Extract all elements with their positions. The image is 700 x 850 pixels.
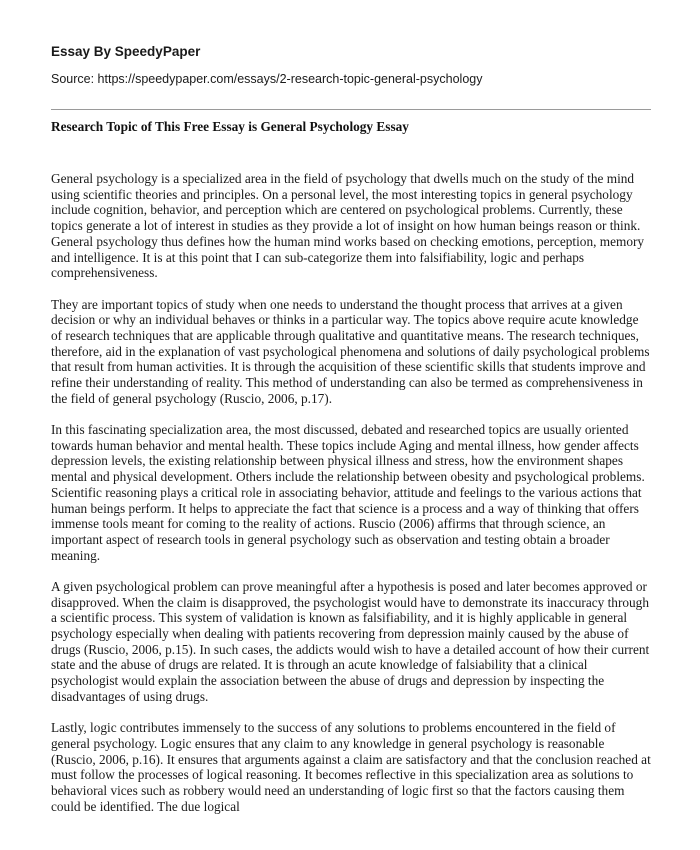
paragraph-3: In this fascinating specialization area, the most discussed, debated and researched topics are usually oriented towards human behavior and mental health. These topics include Aging and mental illness, how gender affects depression levels, the existing relationship between physical illness and stress, how the environment shapes mental and physical development. Others include the relationship between obesity and psychological problems. Scientific reasoning plays a critical role in associating behavior, attitude and feelings to the various actions that human beings perform. It helps to appreciate the fact that science is a process and a way of thinking that offers immense tools meant for coming to the reality of actions. Ruscio (2006) affirms that through science, an important aspect of research tools in general psychology such as observation and testing obtain a broader meaning. [51, 422, 645, 563]
essay-body [51, 171, 651, 830]
paragraph-2: They are important topics of study when one needs to understand the thought process that arrives at a given decision or why an individual behaves or thinks in a particular way. The topics above require acute knowledge of research techniques that are applicable through qualitative and quantitative means. The research techniques, therefore, aid in the explanation of vast psychological phenomena and solutions of daily psychological problems that result from human activities. It is through the acquisition of these scientific skills that students improve and refine their understanding of reality. This method of understanding can also be termed as comprehensiveness in the field of general psychology (Ruscio, 2006, p.17). [51, 296, 650, 406]
paragraph-5: Lastly, logic contributes immensely to the success of any solutions to problems encountered in the field of general psychology. Logic ensures that any claim to any knowledge in general psychology is reasonable (Ruscio, 2006, p.16). It ensures that arguments against a claim are satisfactory and that the conclusion reached at must follow the processes of logical reasoning. It becomes reflective in this specialization area as solutions to behavioral vices such as robbery would need an understanding of logic first so that the factors causing them could be identified. The due logical [51, 720, 651, 814]
site-brand: Essay By SpeedyPaper [51, 44, 201, 59]
header-divider [51, 109, 651, 110]
paragraph-4: A given psychological problem can prove meaningful after a hypothesis is posed and later becomes approved or disapproved. When the claim is disapproved, the psychologist would have to demonstrate its inaccuracy through a scientific process. This system of validation is known as falsifiability, and it is highly applicable in general psychology especially when dealing with patients recovering from depression mainly caused by the abuse of drugs (Ruscio, 2006, p.15). In such cases, the addicts would wish to have a detailed account of how their current state and the abuse of drugs are related. It is through an acute knowledge of falsiability that a clinical psychologist would explain the association between the abuse of drugs and depression by inspecting the disadvantages of using drugs. [51, 578, 650, 704]
source-url: Source: https://speedypaper.com/essays/2-research-topic-general-psychology [51, 72, 483, 86]
paragraph-1: General psychology is a specialized area in the field of psychology that dwells much on the study of the mind using scientific theories and principles. On a personal level, the most interesting topics in general psychology include cognition, behavior, and perception which are centered on psychological problems. Currently, these topics generate a lot of interest in studies as they provide a lot of insight on how human beings reason or think. General psychology thus defines how the human mind works based on checking emotions, perception, memory and intelligence. It is at this point that I can sub-categorize them into falsifiability, logic and perhaps comprehensiveness. [51, 171, 645, 281]
essay-title: Research Topic of This Free Essay is General Psychology Essay [51, 119, 409, 134]
